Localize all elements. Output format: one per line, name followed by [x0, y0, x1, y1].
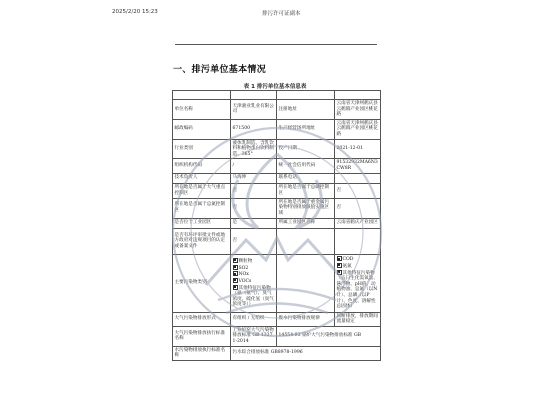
value-air-control-zone: 否 — [231, 183, 277, 198]
value-credit-code: 91532932MA6N3CW8R — [335, 159, 381, 173]
air-pollutant-item: VOCs — [233, 278, 275, 285]
air-checkbox-2 — [233, 271, 238, 276]
value-tech-lead: 马海坤 — [231, 173, 277, 183]
label-postcode: 邮政编码 — [173, 119, 231, 139]
value-unit-name: 天津骏业乳业有限公司 — [231, 100, 277, 120]
label-site-address: 生产经营场所地址 — [277, 119, 335, 139]
print-timestamp: 2025/2/20 15:23 — [112, 9, 158, 15]
table-row — [173, 198, 381, 218]
value-park-name: 云南省鹤庆产业园区 — [335, 218, 381, 228]
air-pollutant-item: NOx — [233, 271, 275, 278]
label-water-standard: 水污染物排放执行标准名称 — [173, 346, 231, 360]
table-caption: 表 1 排污单位基本信息表 — [243, 84, 307, 90]
water-pollutant-item: 其他特征污染物（五日生化需氧量、悬浮物、pH值、动植物油、总氮（以N计）、总磷（以P计）、色度、溶解性总固体） — [336, 270, 378, 310]
print-doc-title: 排污许可证副本 — [262, 11, 301, 17]
value-org-code: / — [231, 159, 277, 173]
label-phone: 联系电话 — [277, 173, 335, 183]
value-in-industrial-park: 是 — [231, 218, 277, 228]
table-row — [173, 139, 381, 159]
table-row — [173, 159, 381, 173]
label-reg-address: 注册地址 — [277, 100, 335, 120]
table-row — [173, 183, 381, 198]
value-air-emission-form: 有组织 / 无组织 — [231, 312, 277, 326]
section-title: 一、排污单位基本情况 — [173, 65, 267, 75]
table-row — [173, 326, 381, 346]
table-row — [173, 228, 381, 254]
value-phosphorus-zone: 否 — [335, 183, 381, 198]
air-pollutant-item: 其他特征污染物（氨（氨气）、臭气浓度、硫化氢（臭气浓度等）） — [232, 285, 274, 308]
label-park-name: 所属工业园区名称 — [277, 218, 335, 228]
label-org-code: 组织机构代码 — [173, 159, 231, 173]
table-row — [173, 119, 381, 139]
table-row — [173, 91, 381, 100]
value-nitrogen-zone: 否 — [231, 198, 277, 218]
table-row — [173, 218, 381, 228]
value-reg-address: 云南省天津州鹤庆县云鹤镇产业园区桃花路 — [335, 100, 381, 120]
air-checkbox-1 — [233, 265, 238, 270]
label-air-control-zone: 所在地是否属于大气重点控制区 — [173, 183, 231, 198]
label-pollutant-types: 主要污染物类别 — [173, 254, 231, 312]
air-pollutant-item: 颗粒物 — [233, 258, 275, 265]
table-row — [173, 173, 381, 183]
label-water-emission-pattern: 废水污染物排放规律 — [277, 312, 335, 326]
air-checkbox-3 — [233, 278, 238, 283]
water-checkbox-2 — [337, 270, 342, 275]
value-eia-approval: 否 — [231, 228, 277, 254]
print-header — [0, 9, 550, 19]
air-pollutant-list — [231, 254, 277, 312]
label-unit-name: 单位名称 — [173, 100, 231, 120]
air-pollutant-item: SO2 — [233, 265, 275, 272]
value-phone — [335, 173, 381, 183]
label-air-emission-form: 大气污染物排放形式 — [173, 312, 231, 326]
value-water-emission-pattern: 间断排放，排放期间流量稳定 — [335, 312, 381, 326]
label-tech-lead: 技术负责人 — [173, 173, 231, 183]
water-checkbox-0 — [337, 256, 342, 261]
table-row — [173, 346, 381, 360]
label-nitrogen-zone: 所在地是否属于总氮控制区 — [173, 198, 231, 218]
water-pollutant-item: 氨氮 — [337, 263, 379, 270]
value-site-address: 云南省天津州鹤庆县云鹤镇产业园区桃花路 — [335, 119, 381, 139]
water-checkbox-1 — [337, 263, 342, 268]
value-start-date: 2021-12-01 — [335, 139, 381, 159]
value-postcode: 671500 — [231, 119, 277, 139]
value-heavy-metal-zone: 否 — [335, 198, 381, 218]
label-start-date: 投产日期 — [277, 139, 335, 159]
air-checkbox-4 — [233, 285, 238, 290]
air-checkbox-0 — [233, 258, 238, 263]
value-industry: 液体乳制造、含乳饮料和植物蛋白饮料制造、365° — [231, 139, 277, 159]
water-pollutant-list — [335, 254, 381, 312]
water-pollutant-item: COD — [337, 256, 379, 263]
label-industry: 行业类别 — [173, 139, 231, 159]
label-phosphorus-zone: 所在地是否属于总磷控制区 — [277, 183, 335, 198]
table-row — [173, 254, 381, 312]
basic-info-table — [172, 90, 381, 361]
value-water-standard: 污水综合排放标准 GB8978-1996 — [231, 346, 381, 360]
label-air-standard: 大气污染物排放执行标准名称 — [173, 326, 231, 346]
header-divider — [175, 44, 377, 45]
table-row — [173, 312, 381, 326]
label-credit-code: 统一社会信用代码 — [277, 159, 335, 173]
value-air-standard-2: 14554-93 锅炉大气污染物排放标准 GB — [277, 326, 381, 346]
table-row — [173, 100, 381, 120]
label-heavy-metal-zone: 所在地是否属于重金属污染物特别排放限值实施区域 — [277, 198, 335, 218]
label-eia-approval: 是否有环评审批文件或地方政府对违规项目的认定或备案文件 — [173, 228, 231, 254]
value-air-standard: 工业炉窑大气污染物排放标准 GB 13271-2014 — [231, 326, 277, 346]
label-in-industrial-park: 是否位于工业园区 — [173, 218, 231, 228]
